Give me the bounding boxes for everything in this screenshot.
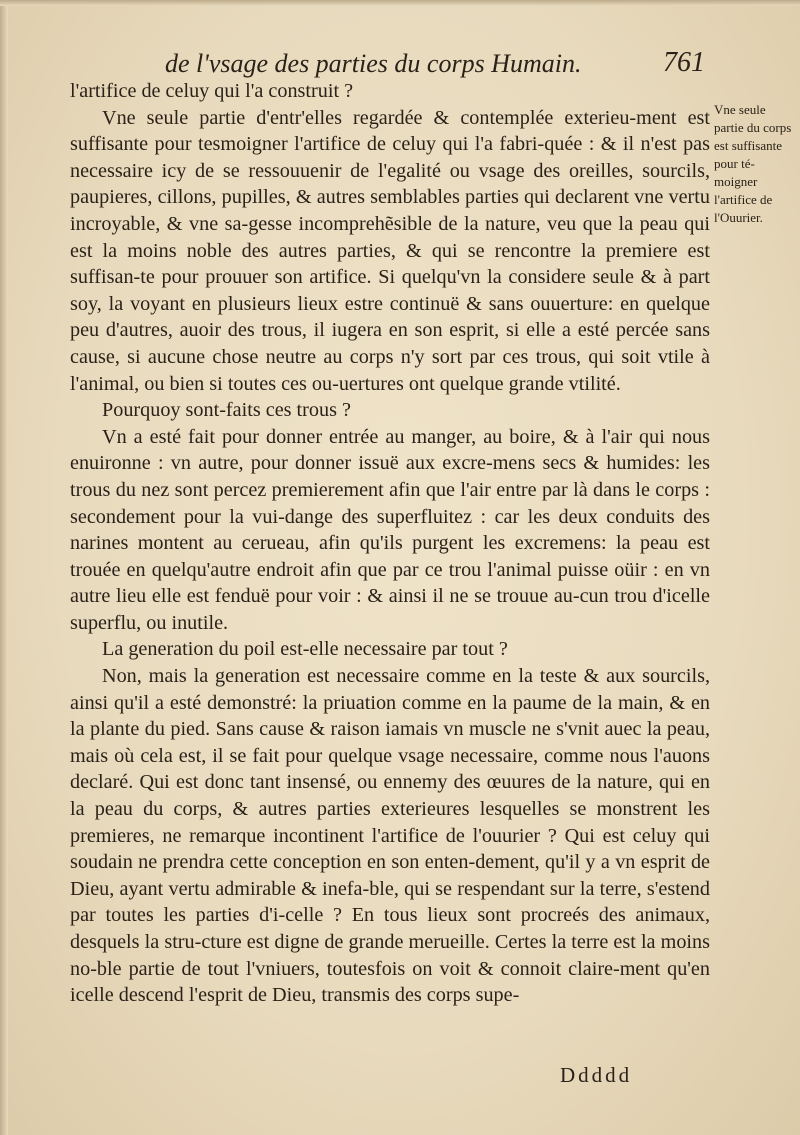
catchword: Ddddd: [560, 1063, 633, 1087]
page-edge-top: [0, 0, 800, 6]
running-title: de l'vsage des parties du corps Humain.: [165, 49, 582, 78]
main-text: [70, 78, 710, 1009]
question-2: La generation du poil est-elle necessaire par tout ?: [102, 638, 508, 661]
paragraph-4: Non, mais la generation est necessaire comme en la teste & aux sourcils, ainsi qu'il a esté demonstré: la priuation comme en la paume de la main, & en la plante du pied. Sans cause & raison iamais vn muscle ne s'vnit auec la peau, mais où cela est, il se fait pour quelque vsage necessaire, comme nous l'auons declaré. Qui est donc tant insensé, ou ennemy des œuures de la nature, qui en la peau du corps, & autres parties exterieures lesquelles se monstrent les premieres, ne remarque incontinent l'artifice de l'ouurier ? Qui est celuy qui soudain ne prendra cette conception en son enten-dement, qu'il y a vn esprit de Dieu, ayant vertu admirable & inefa-ble, qui se respendant sur la terre, s'estend par toutes les parties d'i-celle ? En tous lieux sont procreés des animaux, desquels la stru-cture est digne de grande merueille. Certes la terre est la moins no-ble partie de tout l'vniuers, toutesfois on voit & connoit claire-ment qu'en icelle descend l'esprit de Dieu, transmis des corps supe-: [70, 665, 710, 1007]
question-1: Pourquoy sont-faits ces trous ?: [102, 399, 351, 422]
page-edge-left: [0, 0, 8, 1135]
paragraph-3: Vn a esté fait pour donner entrée au manger, au boire, & à l'air qui nous enuironne : vn autre, pour donner issuë aux excre-mens secs & humides: les trous du nez sont percez premierement afin que l'air entre par là dans le corps : secondement pour la vui-dange des superfluitez : car les deux conduits des narines montent au cerueau, afin qu'ils purgent les excremens: la peau est trouée en quelqu'autre endroit afin que par ce trou l'animal puisse oüir : en vn autre lieu elle est fenduë pour voir : & ainsi il ne se trouue au-cun trou d'icelle superflu, ou inutile.: [70, 425, 710, 634]
paragraph-1: l'artifice de celuy qui l'a construit ?: [70, 80, 354, 102]
page-number: 761: [663, 47, 705, 78]
paragraph-2: Vne seule partie d'entr'elles regardée & contemplée exterieu-ment est suffisante pour tesmoigner l'artifice de celuy qui l'a fabri-quée : & il n'est pas necessaire icy de se ressouuenir de l'egalité ou vsage des oreilles, sourcils, paupieres, cillons, pupilles, & autres semblables parties qui declarent vne vertu incroyable, & vne sa-gesse incomprehẽsible de la nature, veu que la peau qui est la moins noble des autres parties, & qui se rencontre la premiere est suffisan-te pour prouuer son artifice. Si quelqu'vn la considere seule & à part soy, la voyant en plusieurs lieux estre continuë & sans ouuerture: en quelque peu d'autres, auoir des trous, il iugera en son esprit, si elle a esté percée sans cause, si aucune chose neutre au corps n'y sort par ces trous, qui soit vtile à l'animal, ou bien si toutes ces ou-uertures ont quelque grande vtilité.: [70, 106, 710, 395]
margin-note: Vne seule partie du corps est suffisante pour té-moigner l'artifice de l'Ouurier.: [714, 102, 792, 225]
